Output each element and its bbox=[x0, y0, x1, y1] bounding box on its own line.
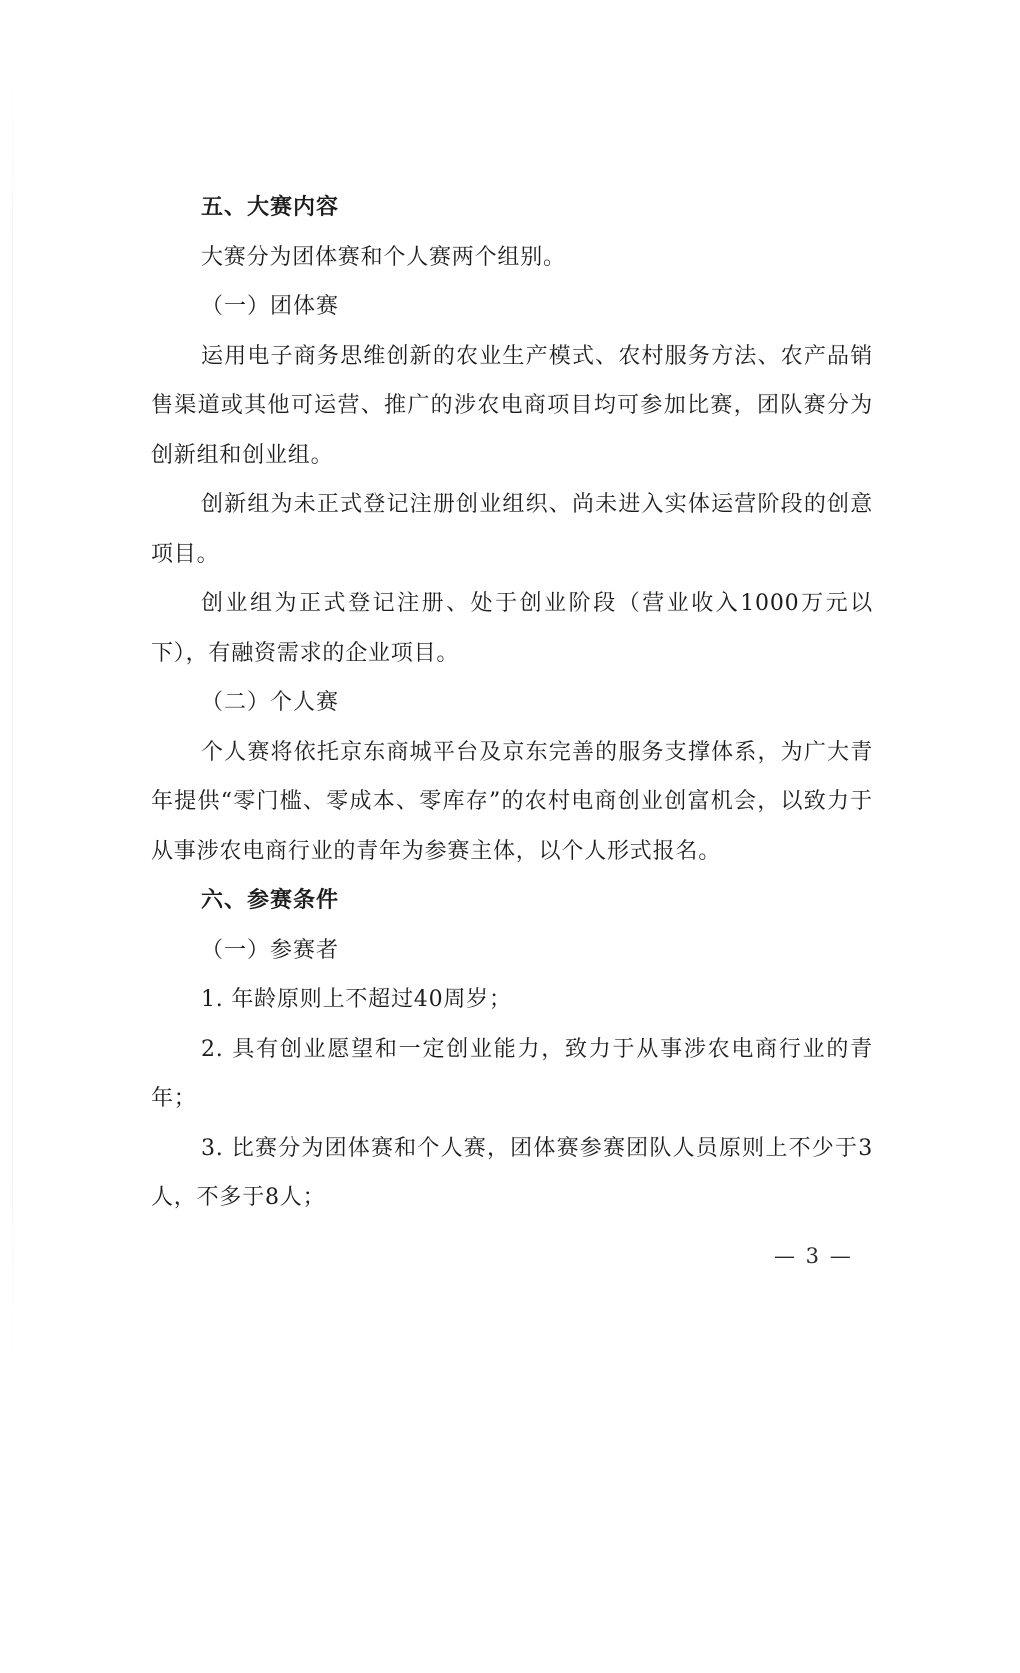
subsection-heading: （一）团体赛 bbox=[201, 294, 340, 319]
section-heading: 五、大赛内容 bbox=[201, 194, 340, 220]
page-number: — 3 — bbox=[774, 1244, 853, 1268]
list-item: 1. 年龄原则上不超过40周岁； bbox=[201, 987, 512, 1012]
paragraph: 创业组为正式登记注册、处于创业阶段（营业收入1000万元以下），有融资需求的企业项目。 bbox=[151, 591, 873, 666]
list-item: 3. 比赛分为团体赛和个人赛，团体赛参赛团队人员原则上不少于3人，不多于8人； bbox=[151, 1135, 873, 1210]
scan-edge-shadow bbox=[12, 60, 13, 1380]
list-item: 2. 具有创业愿望和一定创业能力，致力于从事涉农电商行业的青年； bbox=[151, 1036, 873, 1111]
paragraph: 大赛分为团体赛和个人赛两个组别。 bbox=[201, 244, 566, 270]
subsection-heading: （二）个人赛 bbox=[201, 690, 340, 715]
paragraph: 运用电子商务思维创新的农业生产模式、农村服务方法、农产品销售渠道或其他可运营、推广的涉农电商项目均可参加比赛，团队赛分为创新组和创业组。 bbox=[151, 343, 873, 468]
subsection-heading: （一）参赛者 bbox=[201, 937, 340, 963]
paragraph: 创新组为未正式登记注册创业组织、尚未进入实体运营阶段的创意项目。 bbox=[151, 492, 873, 567]
section-heading: 六、参赛条件 bbox=[201, 887, 340, 913]
document-body bbox=[151, 183, 873, 1223]
paragraph: 个人赛将依托京东商城平台及京东完善的服务支撑体系，为广大青年提供“零门槛、零成本、零库存”的农村电商创业创富机会，以致力于从事涉农电商行业的青年为参赛主体，以个人形式报名。 bbox=[151, 739, 873, 864]
